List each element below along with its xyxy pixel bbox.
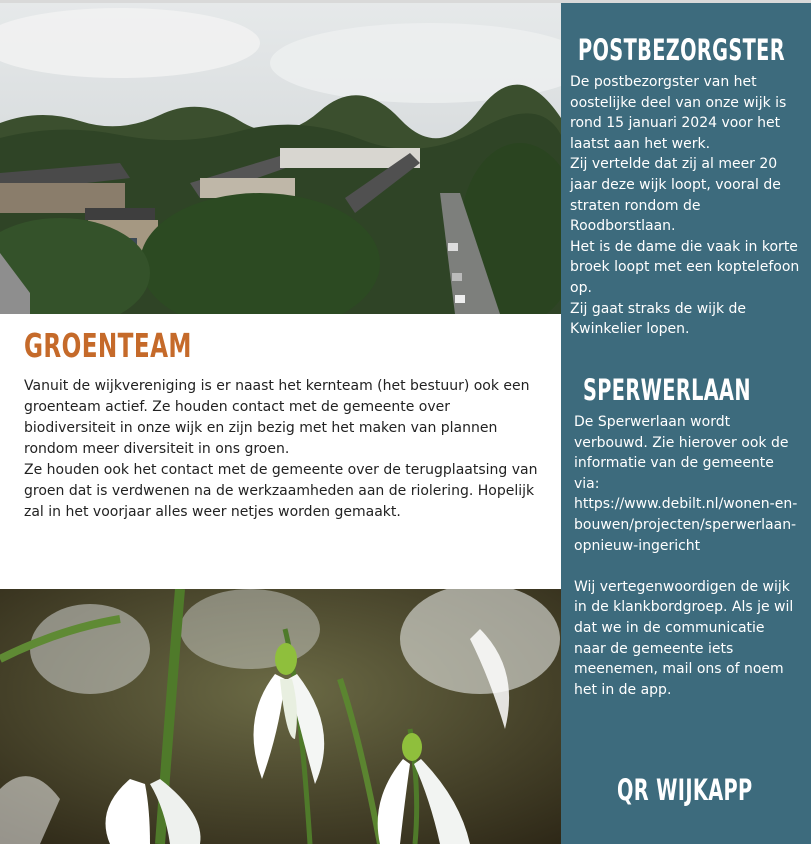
postbezorgster-text (570, 72, 802, 340)
postbezorgster-title: POSTBEZORGSTER (578, 33, 785, 67)
sperwerlaan-title: SPERWERLAAN (583, 373, 751, 407)
qr-wijkapp-title: QR WIJKAPP (617, 773, 753, 807)
postbezorgster-paragraph: Het is de dame die vaak in korte broek loopt met een koptelefoon op. (570, 238, 800, 296)
postbezorgster-paragraph: Zij vertelde dat zij al meer 20 jaar deze wijk loopt, vooral de straten rondom de Roodborstlaan. (570, 156, 781, 235)
neighbourhood-aerial-photo (0, 3, 561, 314)
groenteam-text (24, 376, 544, 523)
postbezorgster-paragraph: Zij gaat straks de wijk de Kwinkelier lopen. (570, 300, 747, 338)
groenteam-paragraph: Vanuit de wijkvereniging is er naast het kernteam (het bestuur) ook een groenteam actief. Ze houden contact met de gemeente over biodiversiteit in onze wijk en zijn bezig met het maken van plannen rondom meer diversiteit in ons groen. (24, 378, 530, 457)
sperwerlaan-text (574, 412, 799, 700)
sidebar (561, 3, 811, 844)
snowdrops-photo (0, 589, 561, 844)
postbezorgster-paragraph: De postbezorgster van het oostelijke deel van onze wijk is rond 15 januari 2024 voor het laatst aan het werk. (570, 74, 787, 152)
sperwerlaan-link[interactable]: https://www.debilt.nl/wonen-en-bouwen/projecten/sperwerlaan-opnieuw-ingericht (574, 496, 798, 554)
sperwerlaan-intro: De Sperwerlaan wordt verbouwd. Zie hierover ook de informatie van de gemeente via: (574, 414, 789, 492)
groenteam-title: GROENTEAM (24, 326, 192, 365)
sperwerlaan-paragraph: Wij vertegenwoordigen de wijk in de klankbordgroep. Als je wil dat we in de communicatie naar de gemeente iets meenemen, mail ons of noem het in de app. (574, 578, 794, 698)
groenteam-paragraph: Ze houden ook het contact met de gemeente over de terugplaatsing van groen dat is verdwenen na de werkzaamheden aan de riolering. Hopelijk zal in het voorjaar alles weer netjes worden gemaakt. (24, 462, 538, 520)
